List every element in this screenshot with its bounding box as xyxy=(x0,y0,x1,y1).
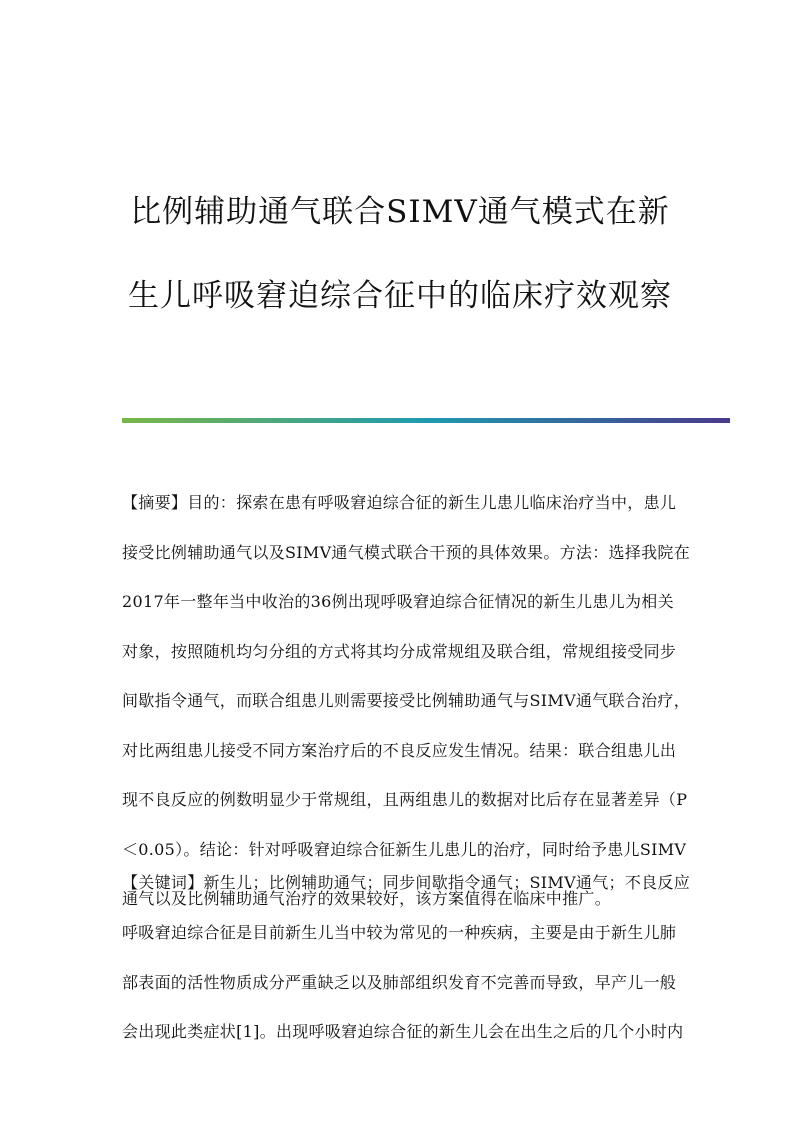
abstract-line: 接受比例辅助通气以及SIMV通气模式联合干预的具体效果。方法：选择我院在 xyxy=(122,542,691,562)
body-paragraph xyxy=(122,908,692,1057)
body-line: 会出现此类症状[1]。出现呼吸窘迫综合征的新生儿会在出生之后的几个小时内 xyxy=(122,1022,684,1041)
abstract-paragraph xyxy=(122,478,692,924)
keywords-line: 【关键词】新生儿；比例辅助通气；同步间歇指令通气；SIMV通气；不良反应 xyxy=(122,873,691,892)
abstract-line: 【摘要】目的：探索在患有呼吸窘迫综合征的新生儿患儿临床治疗当中，患儿 xyxy=(122,493,677,512)
abstract-line: 间歇指令通气，而联合组患儿则需要接受比例辅助通气与SIMV通气联合治疗， xyxy=(122,691,691,710)
abstract-line: 现不良反应的例数明显少于常规组，且两组患儿的数据对比后存在显著差异（P xyxy=(122,790,688,809)
title-divider xyxy=(122,418,730,423)
body-line: 呼吸窘迫综合征是目前新生儿当中较为常见的一种疾病，主要是由于新生儿肺 xyxy=(122,923,677,942)
abstract-line: 对比两组患儿接受不同方案治疗后的不良反应发生情况。结果：联合组患儿出 xyxy=(122,740,677,760)
abstract-line: ＜0.05）。结论：针对呼吸窘迫综合征新生儿患儿的治疗，同时给予患儿SIMV xyxy=(122,839,687,859)
abstract-line: 2017年一整年当中收治的36例出现呼吸窘迫综合征情况的新生儿患儿为相关 xyxy=(122,592,674,611)
abstract-line: 对象，按照随机均匀分组的方式将其均分成常规组及联合组，常规组接受同步 xyxy=(122,641,677,661)
document-title-line-1: 比例辅助通气联合SIMV通气模式在新 xyxy=(130,194,670,230)
body-line: 部表面的活性物质成分严重缺乏以及肺部组织发育不完善而导致，早产儿一般 xyxy=(122,972,677,992)
keywords-paragraph xyxy=(122,858,692,908)
abstract-line: 通气以及比例辅助通气治疗的效果较好，该方案值得在临床中推广。 xyxy=(122,889,612,908)
document-title-line-2: 生儿呼吸窘迫综合征中的临床疗效观察 xyxy=(128,278,672,314)
